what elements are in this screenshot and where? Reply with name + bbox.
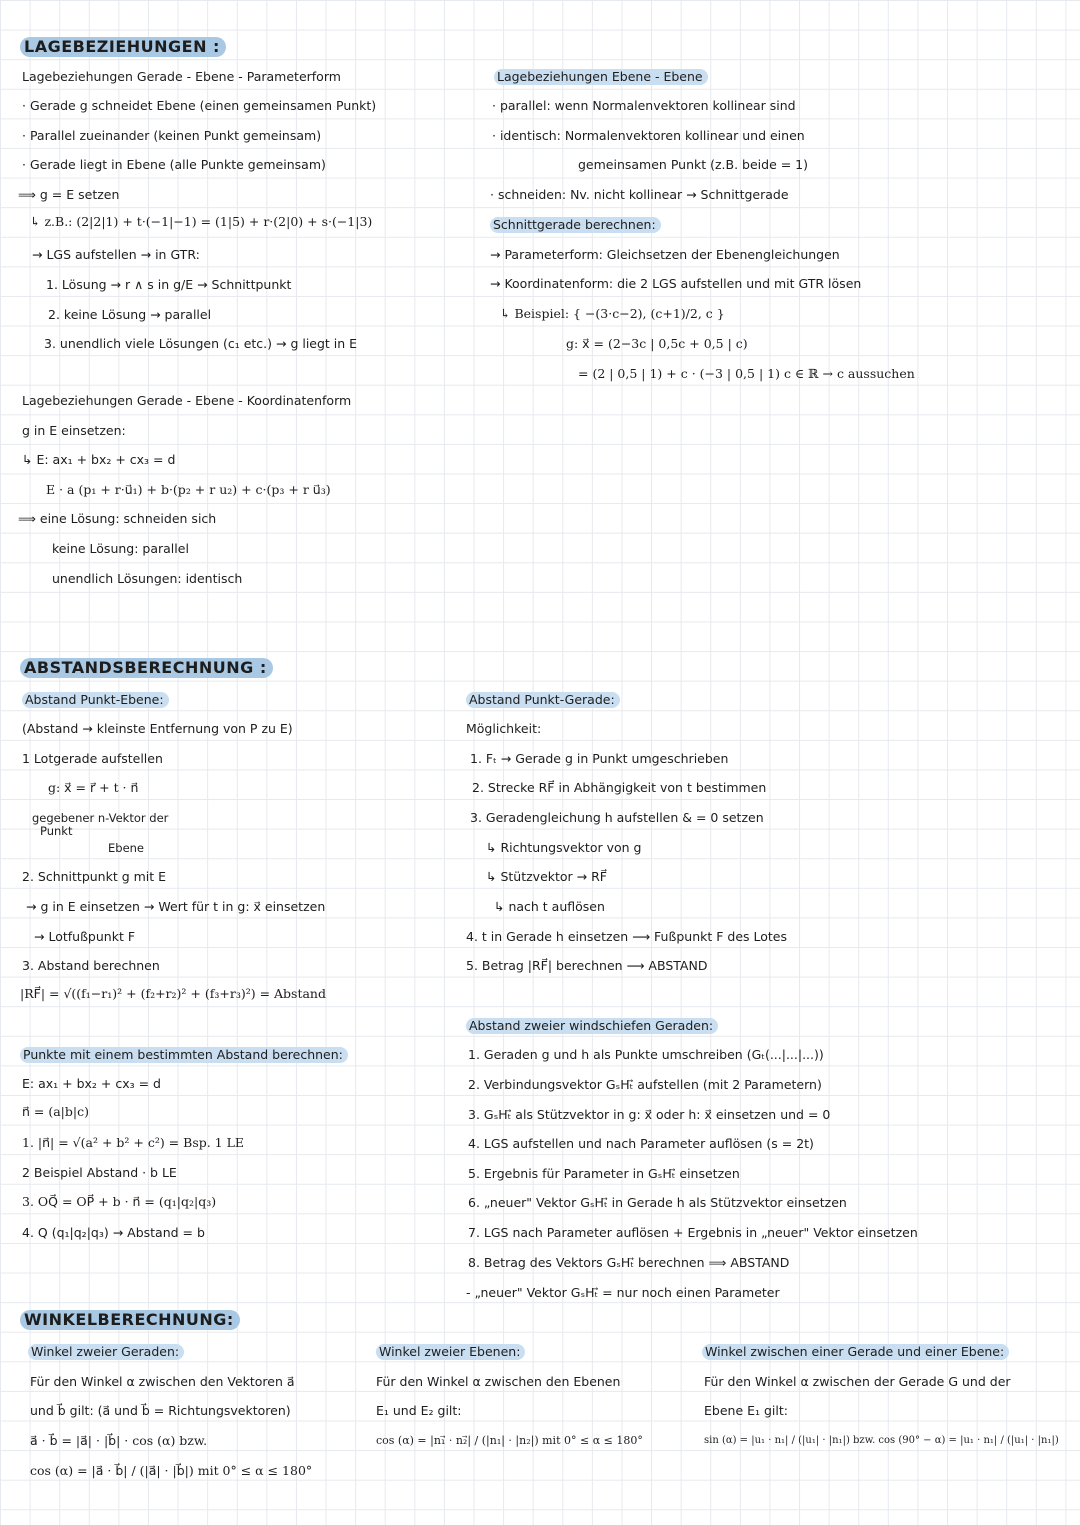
gg-line-3: a⃗ · b⃗ = |a⃗| · |b⃗| · cos (α) bzw.	[30, 1433, 208, 1448]
ebene-line-3: gemeinsamen Punkt (z.B. beide = 1)	[578, 157, 809, 172]
pg-line-1: Möglichkeit:	[466, 721, 542, 736]
wind-line-2: 2. Verbindungsvektor GₛHₜ⃗ aufstellen (mit 2 Parametern)	[468, 1077, 822, 1092]
section-title-abstandsberechnung: ABSTANDSBERECHNUNG :	[20, 658, 273, 678]
pe-line-6: Ebene	[108, 841, 145, 855]
param-line-4: ⟹ g = E setzen	[18, 187, 120, 202]
heading-schnittgerade-berechnen: Schnittgerade berechnen:	[490, 217, 661, 233]
koord-line-6: unendlich Lösungen: identisch	[52, 571, 243, 586]
pe-line-3: g: x⃗ = r⃗ + t · n⃗	[48, 780, 139, 795]
pe-line-5: Punkt	[40, 824, 73, 838]
heading-gerade-ebene-koordinatenform: Lagebeziehungen Gerade - Ebene - Koordinatenform	[22, 393, 352, 408]
pg-line-9: 5. Betrag |RF⃗| berechnen ⟶ ABSTAND	[466, 958, 708, 973]
ge-line-2: Ebene E₁ gilt:	[704, 1403, 788, 1418]
heading-winkel-zweier-ebenen: Winkel zweier Ebenen:	[376, 1344, 525, 1360]
param-line-3: · Gerade liegt in Ebene (alle Punkte gemeinsam)	[22, 157, 326, 172]
wind-line-3: 3. GₛHₜ⃗ als Stützvektor in g: x⃗ oder h: x⃗ einsetzen und = 0	[468, 1107, 831, 1122]
heading-winkel-gerade-ebene: Winkel zwischen einer Gerade und einer Ebene:	[702, 1344, 1009, 1360]
ee-line-2: E₁ und E₂ gilt:	[376, 1403, 462, 1418]
param-line-2: · Parallel zueinander (keinen Punkt gemeinsam)	[22, 128, 322, 143]
param-line-5: ↳ z.B.: (2|2|1) + t·(−1|−1) = (1|5) + r·(2|0) + s·(−1|3)	[30, 214, 373, 229]
heading-windschiefe-geraden: Abstand zweier windschiefen Geraden:	[466, 1018, 718, 1034]
pe-line-1: (Abstand → kleinste Entfernung von P zu E)	[22, 721, 293, 736]
wind-line-6: 6. „neuer" Vektor GₛHₜ⃗ in Gerade h als Stützvektor einsetzen	[468, 1195, 847, 1210]
pe-line-10: 3. Abstand berechnen	[22, 958, 160, 973]
ee-line-3: cos (α) = |n₁⃗ · n₂⃗| / (|n₁| · |n₂|) mit 0° ≤ α ≤ 180°	[376, 1434, 643, 1447]
param-line-6: → LGS aufstellen → in GTR:	[32, 247, 200, 262]
wind-line-8: 8. Betrag des Vektors GₛHₜ⃗ berechnen ⟹ ABSTAND	[468, 1255, 790, 1270]
heading-abstand-punkt-gerade: Abstand Punkt-Gerade:	[466, 692, 620, 708]
param-line-7: 1. Lösung → r ∧ s in g/E → Schnittpunkt	[46, 277, 292, 292]
gg-line-2: und b⃗ gilt: (a⃗ und b⃗ = Richtungsvektoren)	[30, 1403, 291, 1418]
pg-line-3: 2. Strecke RF⃗ in Abhängigkeit von t bestimmen	[472, 780, 767, 795]
wind-line-1: 1. Geraden g und h als Punkte umschreiben (Gₜ(...|...|...))	[468, 1047, 824, 1062]
pg-line-7: ↳ nach t auflösen	[494, 899, 605, 914]
pab-line-6: 4. Q (q₁|q₂|q₃) → Abstand = b	[22, 1225, 205, 1240]
ebene-line-2: · identisch: Normalenvektoren kollinear und einen	[492, 128, 805, 143]
wind-line-5: 5. Ergebnis für Parameter in GₛHₜ⃗ einsetzen	[468, 1166, 740, 1181]
pe-line-7: 2. Schnittpunkt g mit E	[22, 869, 167, 884]
section-title-lagebeziehungen: LAGEBEZIEHUNGEN :	[20, 37, 226, 57]
section-title-winkelberechnung: WINKELBERECHNUNG:	[20, 1310, 240, 1330]
pe-line-2: 1 Lotgerade aufstellen	[22, 751, 163, 766]
wind-line-4: 4. LGS aufstellen und nach Parameter auflösen (s = 2t)	[468, 1136, 814, 1151]
pg-line-5: ↳ Richtungsvektor von g	[486, 840, 642, 855]
pg-line-6: ↳ Stützvektor → RF⃗	[486, 869, 607, 884]
koord-line-5: keine Lösung: parallel	[52, 541, 189, 556]
koord-line-3: E · a (p₁ + r·u⃗₁) + b·(p₂ + r u₂) + c·(p₃ + r u⃗₃)	[46, 482, 331, 497]
heading-abstand-punkt-ebene: Abstand Punkt-Ebene:	[22, 692, 169, 708]
wind-line-9: - „neuer" Vektor GₛHₜ⃗ = nur noch einen Parameter	[466, 1285, 780, 1300]
heading-winkel-zweier-geraden: Winkel zweier Geraden:	[28, 1344, 184, 1360]
ge-line-1: Für den Winkel α zwischen der Gerade G und der	[704, 1374, 1011, 1389]
pe-line-8: → g in E einsetzen → Wert für t in g: x⃗ einsetzen	[26, 899, 326, 914]
ebene-line-1: · parallel: wenn Normalenvektoren kollinear sind	[492, 98, 796, 113]
gg-line-1: Für den Winkel α zwischen den Vektoren a⃗	[30, 1374, 295, 1389]
pg-line-2: 1. Fₜ → Gerade g in Punkt umgeschrieben	[470, 751, 729, 766]
wind-line-7: 7. LGS nach Parameter auflösen + Ergebnis in „neuer" Vektor einsetzen	[468, 1225, 918, 1240]
pab-line-2: n⃗ = (a|b|c)	[22, 1104, 89, 1119]
gg-line-4: cos (α) = |a⃗ · b⃗| / (|a⃗| · |b⃗|) mit 0° ≤ α ≤ 180°	[30, 1463, 313, 1478]
ee-line-1: Für den Winkel α zwischen den Ebenen	[376, 1374, 621, 1389]
pg-line-4: 3. Geradengleichung h aufstellen & = 0 setzen	[470, 810, 764, 825]
pab-line-4: 2 Beispiel Abstand · b LE	[22, 1165, 177, 1180]
schnitt-line-1: → Parameterform: Gleichsetzen der Ebenengleichungen	[490, 247, 840, 262]
ebene-line-4: · schneiden: Nv. nicht kollinear → Schnittgerade	[490, 187, 789, 202]
heading-gerade-ebene-parameterform: Lagebeziehungen Gerade - Ebene - Parameterform	[22, 69, 341, 84]
param-line-8: 2. keine Lösung → parallel	[48, 307, 212, 322]
pab-line-5: 3. OQ⃗ = OP⃗ + b · n⃗ = (q₁|q₂|q₃)	[22, 1194, 217, 1209]
heading-ebene-ebene: Lagebeziehungen Ebene - Ebene	[494, 69, 708, 85]
schnitt-line-4: g: x⃗ = (2−3c | 0,5c + 0,5 | c)	[566, 336, 748, 351]
pab-line-1: E: ax₁ + bx₂ + cx₃ = d	[22, 1076, 161, 1091]
koord-line-1: g in E einsetzen:	[22, 423, 126, 438]
ge-line-3: sin (α) = |u₁ · n₁| / (|u₁| · |n₁|) bzw. cos (90° − α) = |u₁ · n₁| / (|u₁| · |n₁|)	[704, 1435, 1059, 1446]
heading-punkte-bestimmter-abstand: Punkte mit einem bestimmten Abstand berechnen:	[20, 1047, 348, 1063]
pe-line-9: → Lotfußpunkt F	[34, 929, 136, 944]
pg-line-8: 4. t in Gerade h einsetzen ⟶ Fußpunkt F des Lotes	[466, 929, 788, 944]
param-line-1: · Gerade g schneidet Ebene (einen gemeinsamen Punkt)	[22, 98, 377, 113]
schnitt-line-5: = (2 | 0,5 | 1) + c · (−3 | 0,5 | 1) c ∈ ℝ → c aussuchen	[578, 366, 915, 381]
pe-line-11: |RF⃗| = √((f₁−r₁)² + (f₂+r₂)² + (f₃+r₃)²) = Abstand	[20, 986, 326, 1001]
schnitt-line-3: ↳ Beispiel: { −(3·c−2), (c+1)/2, c }	[500, 306, 725, 321]
koord-line-4: ⟹ eine Lösung: schneiden sich	[18, 511, 217, 526]
koord-line-2: ↳ E: ax₁ + bx₂ + cx₃ = d	[22, 452, 176, 467]
pe-line-4: gegebener n-Vektor der	[32, 811, 169, 825]
param-line-9: 3. unendlich viele Lösungen (c₁ etc.) → g liegt in E	[44, 336, 358, 351]
pab-line-3: 1. |n⃗| = √(a² + b² + c²) = Bsp. 1 LE	[22, 1135, 245, 1150]
schnitt-line-2: → Koordinatenform: die 2 LGS aufstellen und mit GTR lösen	[490, 276, 862, 291]
